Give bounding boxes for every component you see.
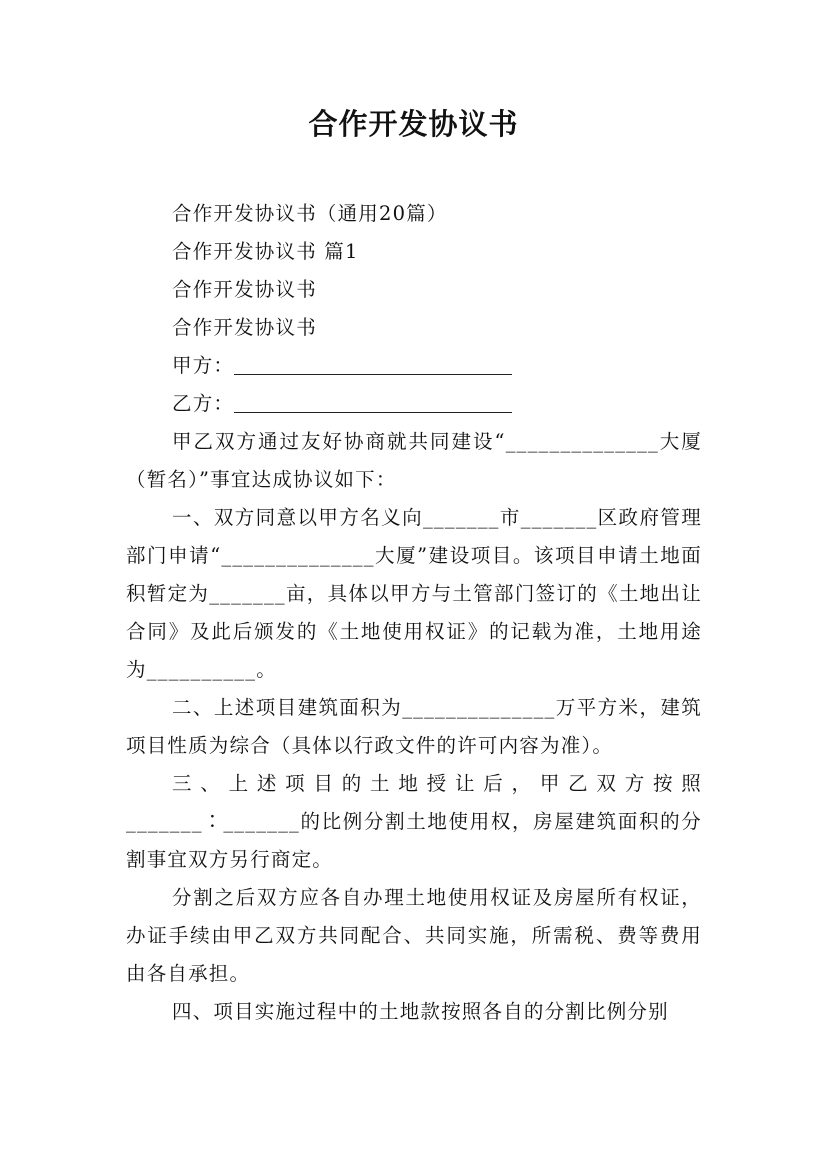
document-line: 合作开发协议书 (172, 316, 317, 339)
party-a-blank (234, 350, 512, 375)
paragraph: 分割之后双方应各自办理土地使用权证及房屋所有权证，办证手续由甲乙双方共同配合、共同实施，所需税、费等费用由各自承担。 (126, 886, 702, 985)
paragraph: 一、双方同意以甲方名义向_______市_______区政府管理部门申请“______________大厦”建设项目。该项目申请土地面积暂定为_______亩，具体以甲方与土管部门签订的《土地出让合同》及此后颁发的《土地使用权证》的记载为准，土地用途为__________。 (126, 506, 702, 681)
document-body (126, 195, 702, 1031)
party-a-label: 甲方： (172, 354, 235, 377)
paragraph: 四、项目实施过程中的土地款按照各自的分割比例分别 (172, 1000, 669, 1023)
paragraph: 二、上述项目建筑面积为______________万平方米，建筑项目性质为综合（具体以行政文件的许可内容为准）。 (126, 696, 702, 757)
party-b-blank (234, 388, 512, 413)
party-b-label: 乙方： (172, 392, 235, 415)
party-b-row (126, 385, 702, 423)
document-line: 合作开发协议书 (172, 278, 317, 301)
paragraph: 甲乙双方通过友好协商就共同建设“______________大厦（暂名）”事宜达成协议如下： (126, 430, 702, 491)
party-a-row (126, 347, 702, 385)
document-line: 合作开发协议书 篇1 (172, 240, 359, 263)
paragraph: 三、上述项目的土地授让后，甲乙双方按照_______∶_______的比例分割土地使用权，房屋建筑面积的分割事宜双方另行商定。 (126, 772, 702, 871)
document-title: 合作开发协议书 (308, 107, 519, 141)
document-line: 合作开发协议书（通用20篇） (172, 202, 448, 225)
